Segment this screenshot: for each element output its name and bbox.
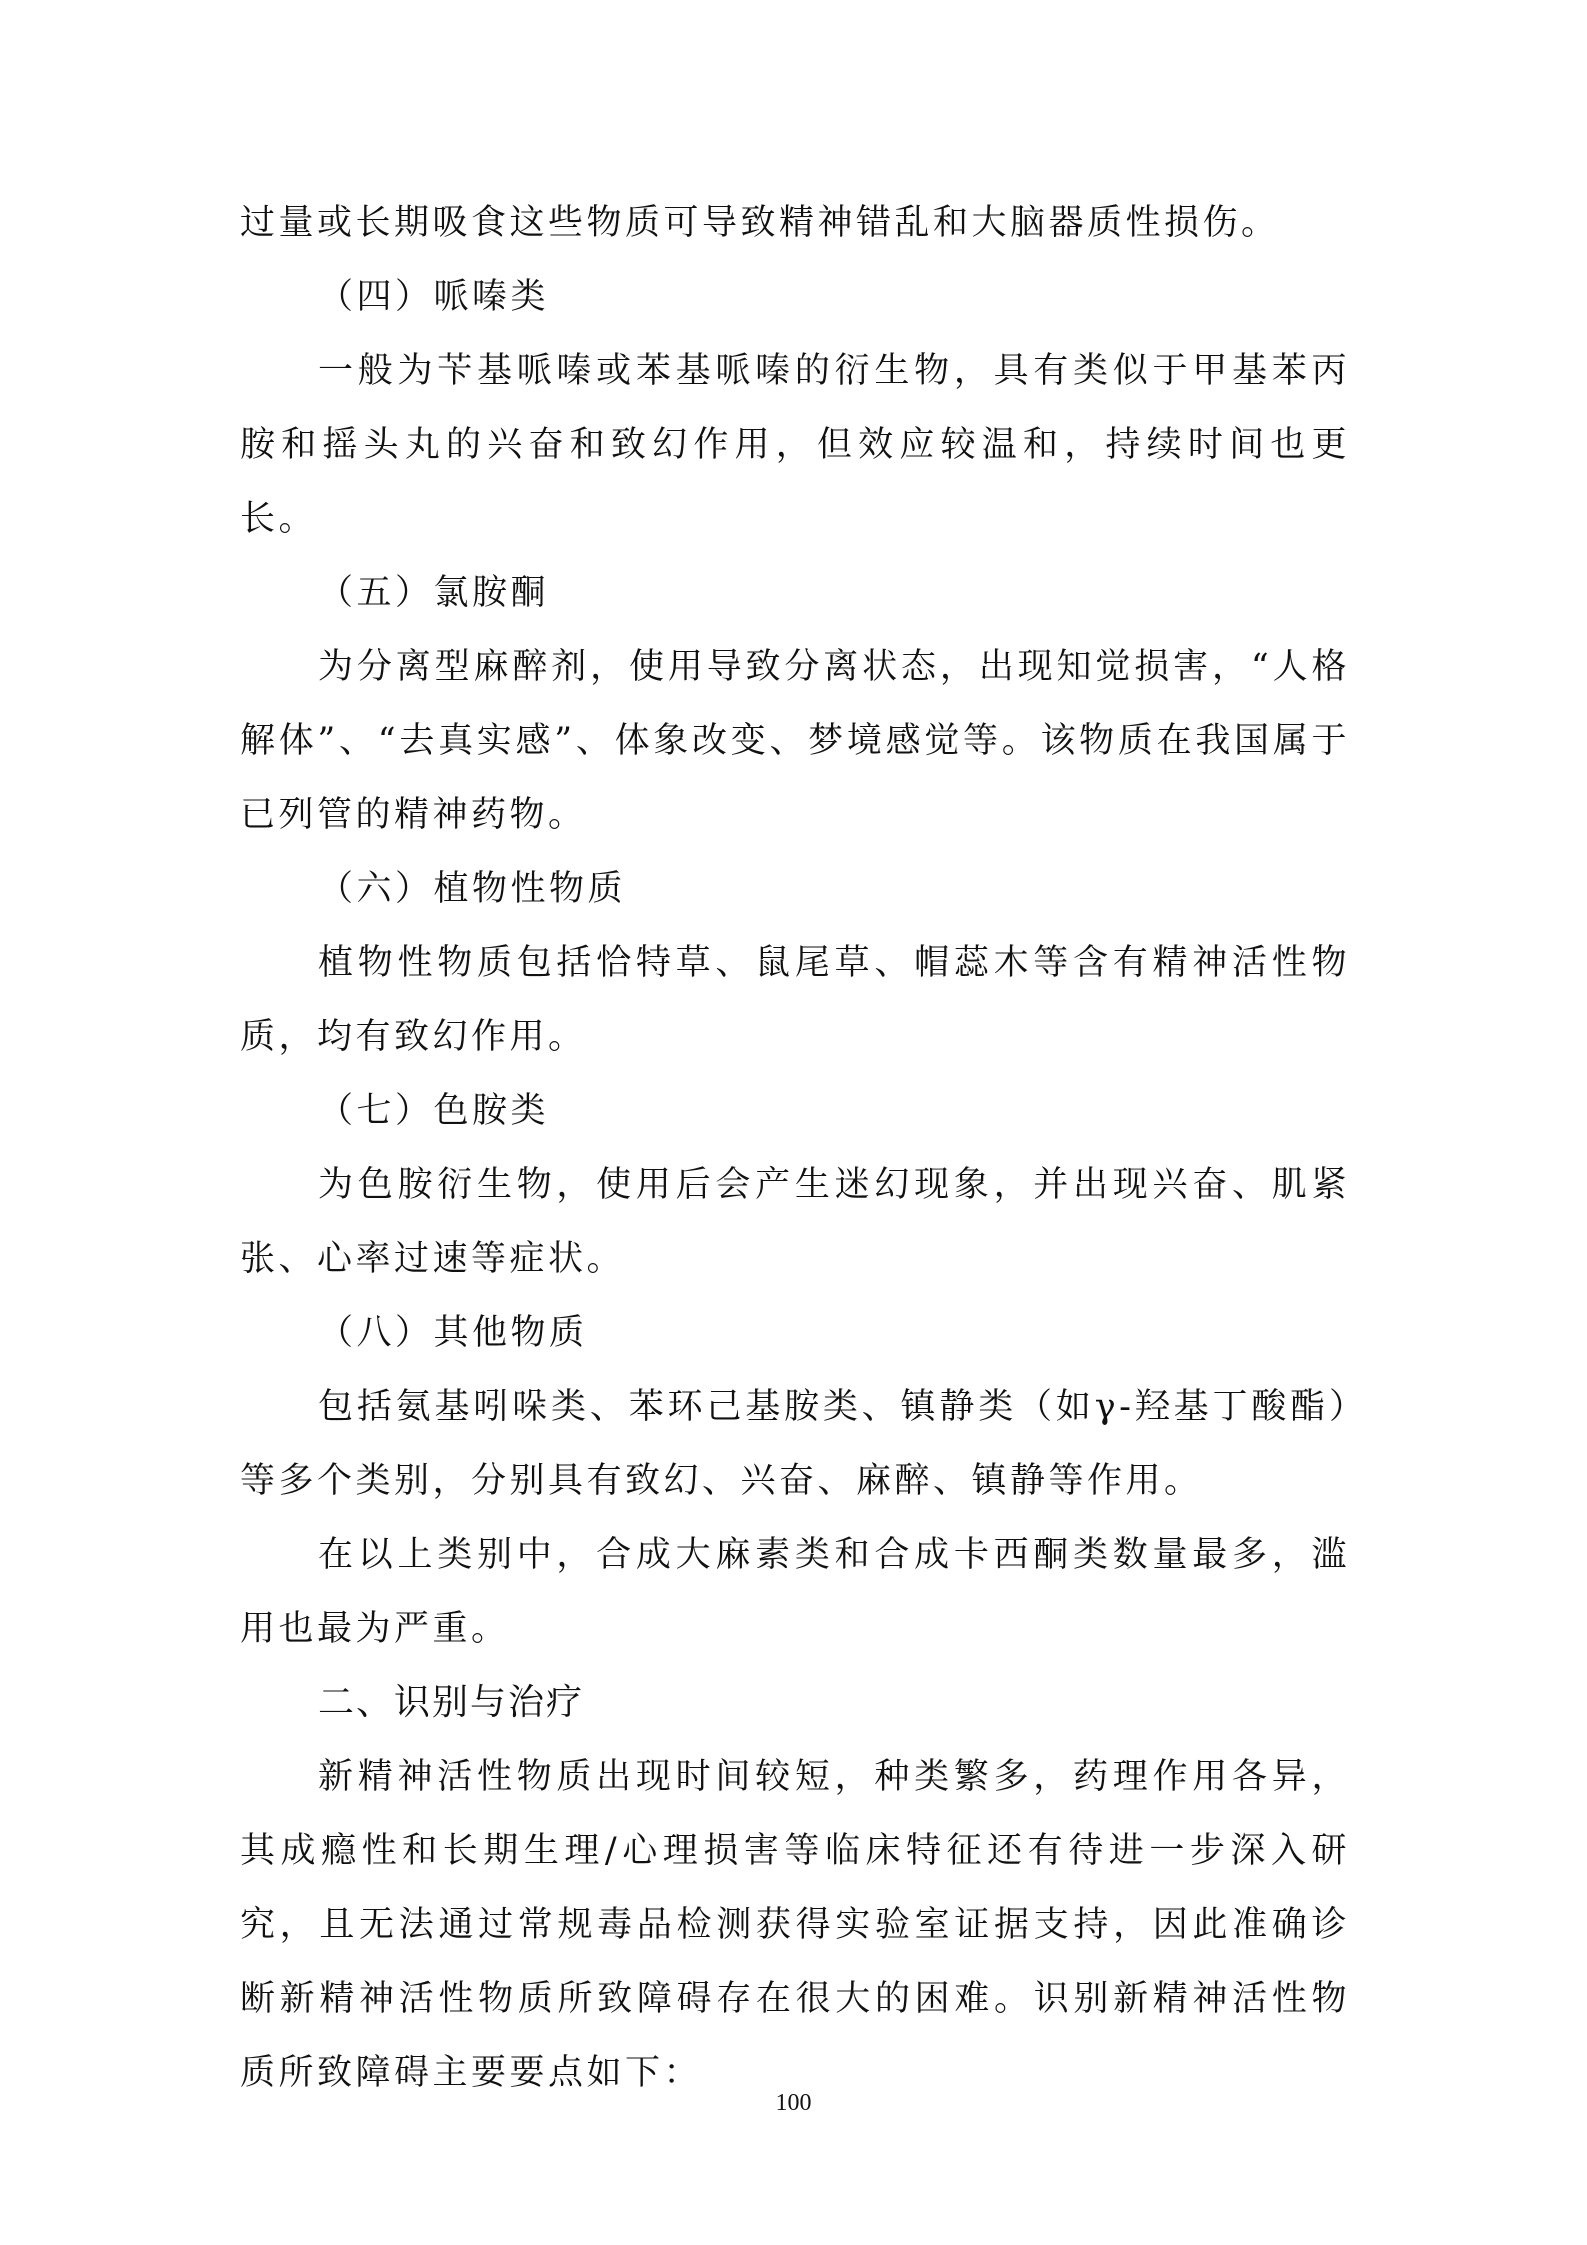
- subheading-tryptamines: （七）色胺类: [318, 1091, 550, 1131]
- subheading-piperazines: （四）哌嗪类: [318, 277, 550, 317]
- page-number: 100: [775, 2090, 812, 2116]
- paragraph-plant-substances: 植物性物质包括恰特草、鼠尾草、帽蕊木等含有精神活性物质，均有致幻作用。: [240, 943, 1350, 1057]
- paragraph-tryptamines: 为色胺衍生物，使用后会产生迷幻现象，并出现兴奋、肌紧张、心率过速等症状。: [240, 1165, 1350, 1279]
- paragraph-continuation: 过量或长期吸食这些物质可导致精神错乱和大脑器质性损伤。: [240, 203, 1280, 243]
- paragraph-identification: 新精神活性物质出现时间较短，种类繁多，药理作用各异，其成瘾性和长期生理/心理损害等临床特征还有待进一步深入研究，且无法通过常规毒品检测获得实验室证据支持，因此准确诊断新精神活性物质所致障碍存在很大的困难。识别新精神活性物质所致障碍主要要点如下：: [240, 1757, 1350, 2093]
- paragraph-other-substances: 包括氨基吲哚类、苯环己基胺类、镇静类（如γ-羟基丁酸酯）等多个类别，分别具有致幻、兴奋、麻醉、镇静等作用。: [240, 1387, 1350, 1501]
- page-body: [240, 186, 1350, 2110]
- paragraph-ketamine: 为分离型麻醉剂，使用导致分离状态，出现知觉损害，“人格解体”、“去真实感”、体象改变、梦境感觉等。该物质在我国属于已列管的精神药物。: [240, 647, 1350, 835]
- paragraph-summary: 在以上类别中，合成大麻素类和合成卡西酮类数量最多，滥用也最为严重。: [240, 1535, 1350, 1649]
- subheading-plant-substances: （六）植物性物质: [318, 869, 627, 909]
- subheading-other-substances: （八）其他物质: [318, 1313, 588, 1353]
- section-heading-identification: 二、识别与治疗: [318, 1682, 585, 1723]
- subheading-ketamine: （五）氯胺酮: [318, 573, 550, 613]
- paragraph-piperazines: 一般为苄基哌嗪或苯基哌嗪的衍生物，具有类似于甲基苯丙胺和摇头丸的兴奋和致幻作用，但效应较温和，持续时间也更长。: [240, 351, 1350, 539]
